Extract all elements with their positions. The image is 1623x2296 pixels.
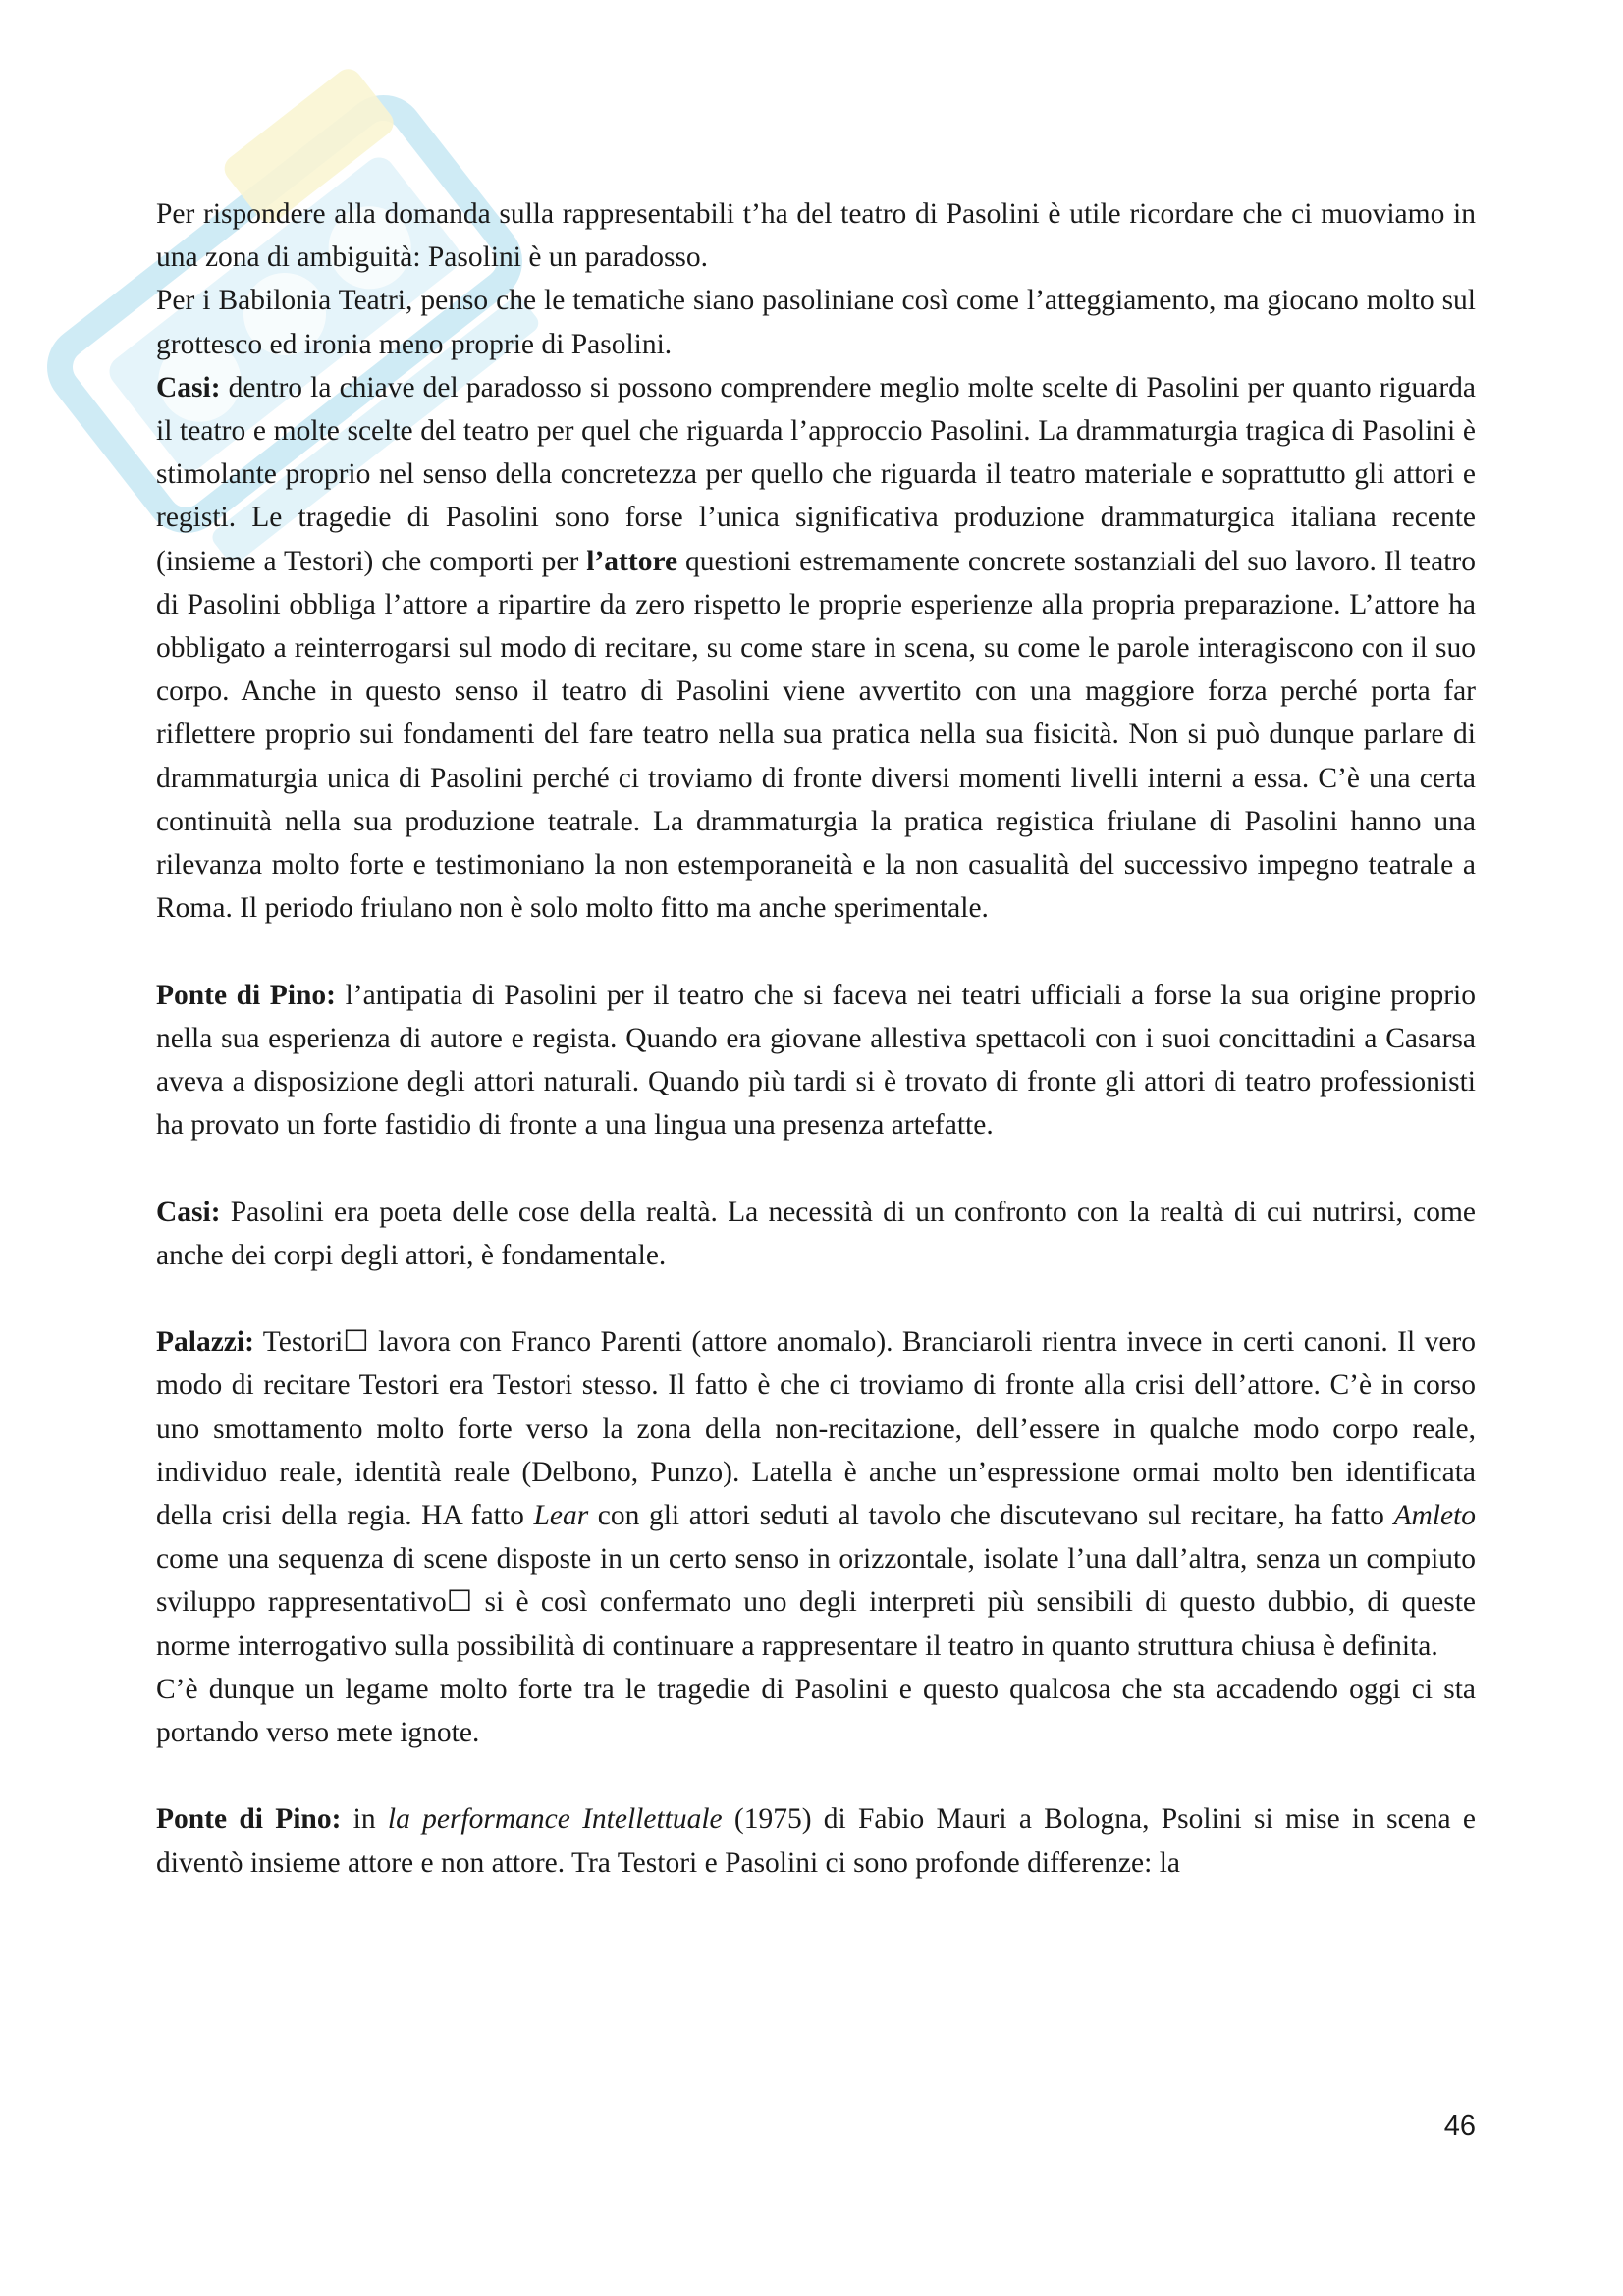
paragraph-text: C’è dunque un legame molto forte tra le tragedie di Pasolini e questo qualcosa che sta accadendo oggi ci sta portando verso mete ignote. (156, 1673, 1476, 1749)
paragraph (156, 1797, 1476, 1884)
italic-title: Lear (533, 1500, 589, 1532)
italic-title: la performance Intellettuale (387, 1803, 723, 1836)
paragraph-spacer (156, 930, 1476, 973)
paragraph (156, 192, 1476, 279)
paragraph-spacer (156, 1277, 1476, 1320)
italic-title: Amleto (1393, 1500, 1476, 1532)
paragraph (156, 1668, 1476, 1754)
page-number: 46 (1443, 2110, 1476, 2142)
paragraph-text: (1975) di Fabio Mauri a Bologna, Psolini si mise in scena e diventò insieme attore e non attore. Tra Testori e Pasolini ci sono profonde differenze: la (156, 1803, 1476, 1879)
paragraph-text: Per rispondere alla domanda sulla rappresentabili t’ha del teatro di Pasolini è utile ricordare che ci muoviamo in una zona di ambiguità: Pasolini è un paradosso. (156, 198, 1476, 274)
paragraph-text: questioni estremamente concrete sostanziali del suo lavoro. Il teatro di Pasolini obbliga l’attore a ripartire da zero rispetto le proprie esperienze alla propria preparazione. L’attore ha obbligato a reinterrogarsi sul modo di recitare, su come stare in scena, su come le parole interagiscono con il suo corpo. Anche in questo senso il teatro di Pasolini viene avvertito con una maggiore forza perché porta far riflettere proprio sui fondamenti del fare teatro nella sua pratica nella sua fisicità. Non si può dunque parlare di drammaturgia unica di Pasolini perché ci troviamo di fronte diversi momenti livelli interni a essa. C’è una certa continuità nella sua produzione teatrale. La drammaturgia la pratica registica friulane di Pasolini hanno una rilevanza molto forte e testimoniano la non estemporaneità e la non casualità del successivo impegno teatrale a Roma. Il periodo friulano non è solo molto fitto ma anche sperimentale. (156, 545, 1476, 925)
paragraph-text: dentro la chiave del paradosso si possono comprendere meglio molte scelte di Pasolini per quanto riguarda il teatro e molte scelte del teatro per quel che riguarda l’approccio Pasolini. La drammaturgia tragica di Pasolini è stimolante proprio nel senso della concretezza per quello che riguarda il teatro materiale e soprattutto gli attori e registi. Le tragedie di Pasolini sono forse l’unica significativa produzione drammaturgica italiana recente (insieme a Testori) che comporti per (156, 371, 1476, 577)
paragraph-text: Testori☐ lavora con Franco Parenti (attore anomalo). Branciaroli rientra invece in certi canoni. Il vero modo di recitare Testori era Testori stesso. Il fatto è che ci troviamo di fronte alla crisi dell’attore. C’è in corso uno smottamento molto forte verso la zona della non-recitazione, dell’essere in qualche modo corpo reale, individuo reale, identità reale (Delbono, Punzo). Latella è anche un’espressione ormai molto ben identificata della crisi della regia. HA fatto (156, 1326, 1476, 1532)
speaker-label: Casi: (156, 371, 221, 403)
paragraph-text: in (341, 1803, 388, 1836)
paragraph-text: con gli attori seduti al tavolo che discutevano sul recitare, ha fatto (588, 1500, 1394, 1532)
speaker-label: Ponte di Pino: (156, 1803, 342, 1836)
page-body (156, 192, 1476, 1885)
paragraph-spacer (156, 1754, 1476, 1797)
paragraph (156, 366, 1476, 931)
paragraph (156, 974, 1476, 1148)
paragraph (156, 1191, 1476, 1277)
speaker-label: Ponte di Pino: (156, 979, 337, 1011)
paragraph-text: Per i Babilonia Teatri, penso che le tematiche siano pasoliniane così come l’atteggiamento, ma giocano molto sul grottesco ed ironia meno proprie di Pasolini. (156, 285, 1476, 360)
bold-keyword: l’attore (586, 545, 678, 577)
paragraph-text: Pasolini era poeta delle cose della realtà. La necessità di un confronto con la realtà di cui nutrirsi, come anche dei corpi degli attori, è fondamentale. (156, 1196, 1476, 1271)
speaker-label: Palazzi: (156, 1326, 254, 1359)
speaker-label: Casi: (156, 1196, 221, 1228)
paragraph-text: l’antipatia di Pasolini per il teatro che si faceva nei teatri ufficiali a forse la sua origine proprio nella sua esperienza di autore e regista. Quando era giovane allestiva spettacoli con i suoi concittadini a Casarsa aveva a disposizione degli attori naturali. Quando più tardi si è trovato di fronte gli attori di teatro professionisti ha provato un forte fastidio di fronte a una lingua una presenza artefatte. (156, 979, 1476, 1142)
paragraph-spacer (156, 1147, 1476, 1190)
paragraph-text: come una sequenza di scene disposte in un certo senso in orizzontale, isolate l’una dall’altra, senza un compiuto sviluppo rappresentativo☐ si è così confermato uno degli interpreti più sensibili di questo dubbio, di queste norme interrogativo sulla possibilità di continuare a rappresentare il teatro in quanto struttura chiusa è definita. (156, 1543, 1476, 1662)
paragraph (156, 279, 1476, 365)
paragraph (156, 1320, 1476, 1668)
